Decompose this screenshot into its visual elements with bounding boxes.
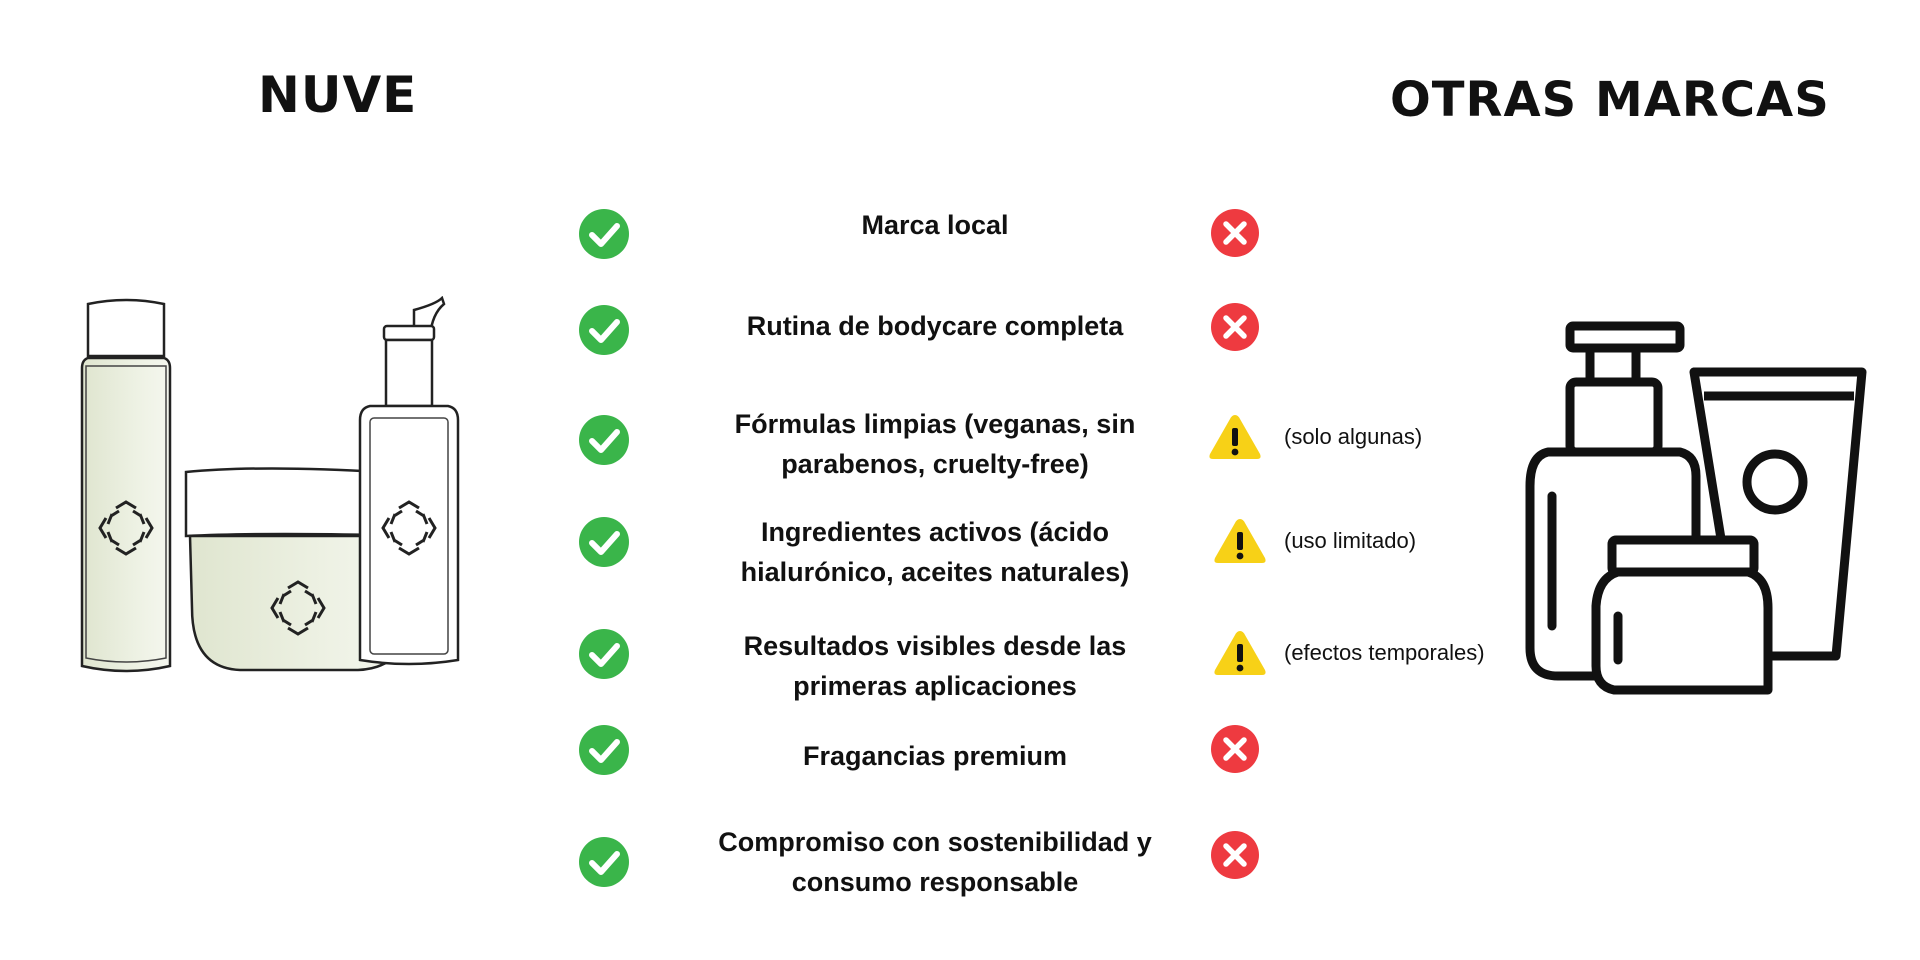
feature-label-line: Ingredientes activos (ácido: [760, 517, 1110, 547]
cross-icon: [1210, 302, 1260, 352]
feature-label: Marca local: [861, 210, 1009, 240]
other-brands-heading: OTRAS MARCAS: [1390, 72, 1830, 128]
cross-icon: [1210, 724, 1260, 774]
feature-label: Rutina de bodycare completa: [746, 311, 1124, 341]
feature-label-line: consumo responsable: [791, 867, 1079, 897]
check-icon: [578, 304, 630, 356]
feature-label: [700, 626, 1170, 706]
feature-label-line: parabenos, cruelty-free): [781, 449, 1089, 479]
check-icon: [578, 414, 630, 466]
check-icon: [578, 836, 630, 888]
check-icon: [578, 724, 630, 776]
status-note: (solo algunas): [1284, 424, 1423, 449]
feature-label-line: Compromiso con sostenibilidad y: [718, 827, 1152, 857]
feature-label-line: Resultados visibles desde las: [743, 631, 1127, 661]
feature-label-line: Fórmulas limpias (veganas, sin: [734, 409, 1136, 439]
status-note: (uso limitado): [1284, 528, 1417, 553]
cross-icon: [1210, 208, 1260, 258]
warning-icon: [1212, 516, 1268, 566]
feature-label-line: hialurónico, aceites naturales): [740, 557, 1130, 587]
check-icon: [578, 516, 630, 568]
warning-icon: [1207, 412, 1263, 462]
feature-label-line: primeras aplicaciones: [793, 671, 1077, 701]
feature-label: [700, 512, 1170, 592]
feature-label: [700, 404, 1170, 484]
feature-label: [700, 822, 1170, 902]
nuve-heading: NUVE: [258, 66, 418, 124]
status-note: (efectos temporales): [1284, 640, 1485, 665]
check-icon: [578, 208, 630, 260]
feature-label: Fragancias premium: [802, 741, 1068, 771]
warning-icon: [1212, 628, 1268, 678]
cross-icon: [1210, 830, 1260, 880]
check-icon: [578, 628, 630, 680]
